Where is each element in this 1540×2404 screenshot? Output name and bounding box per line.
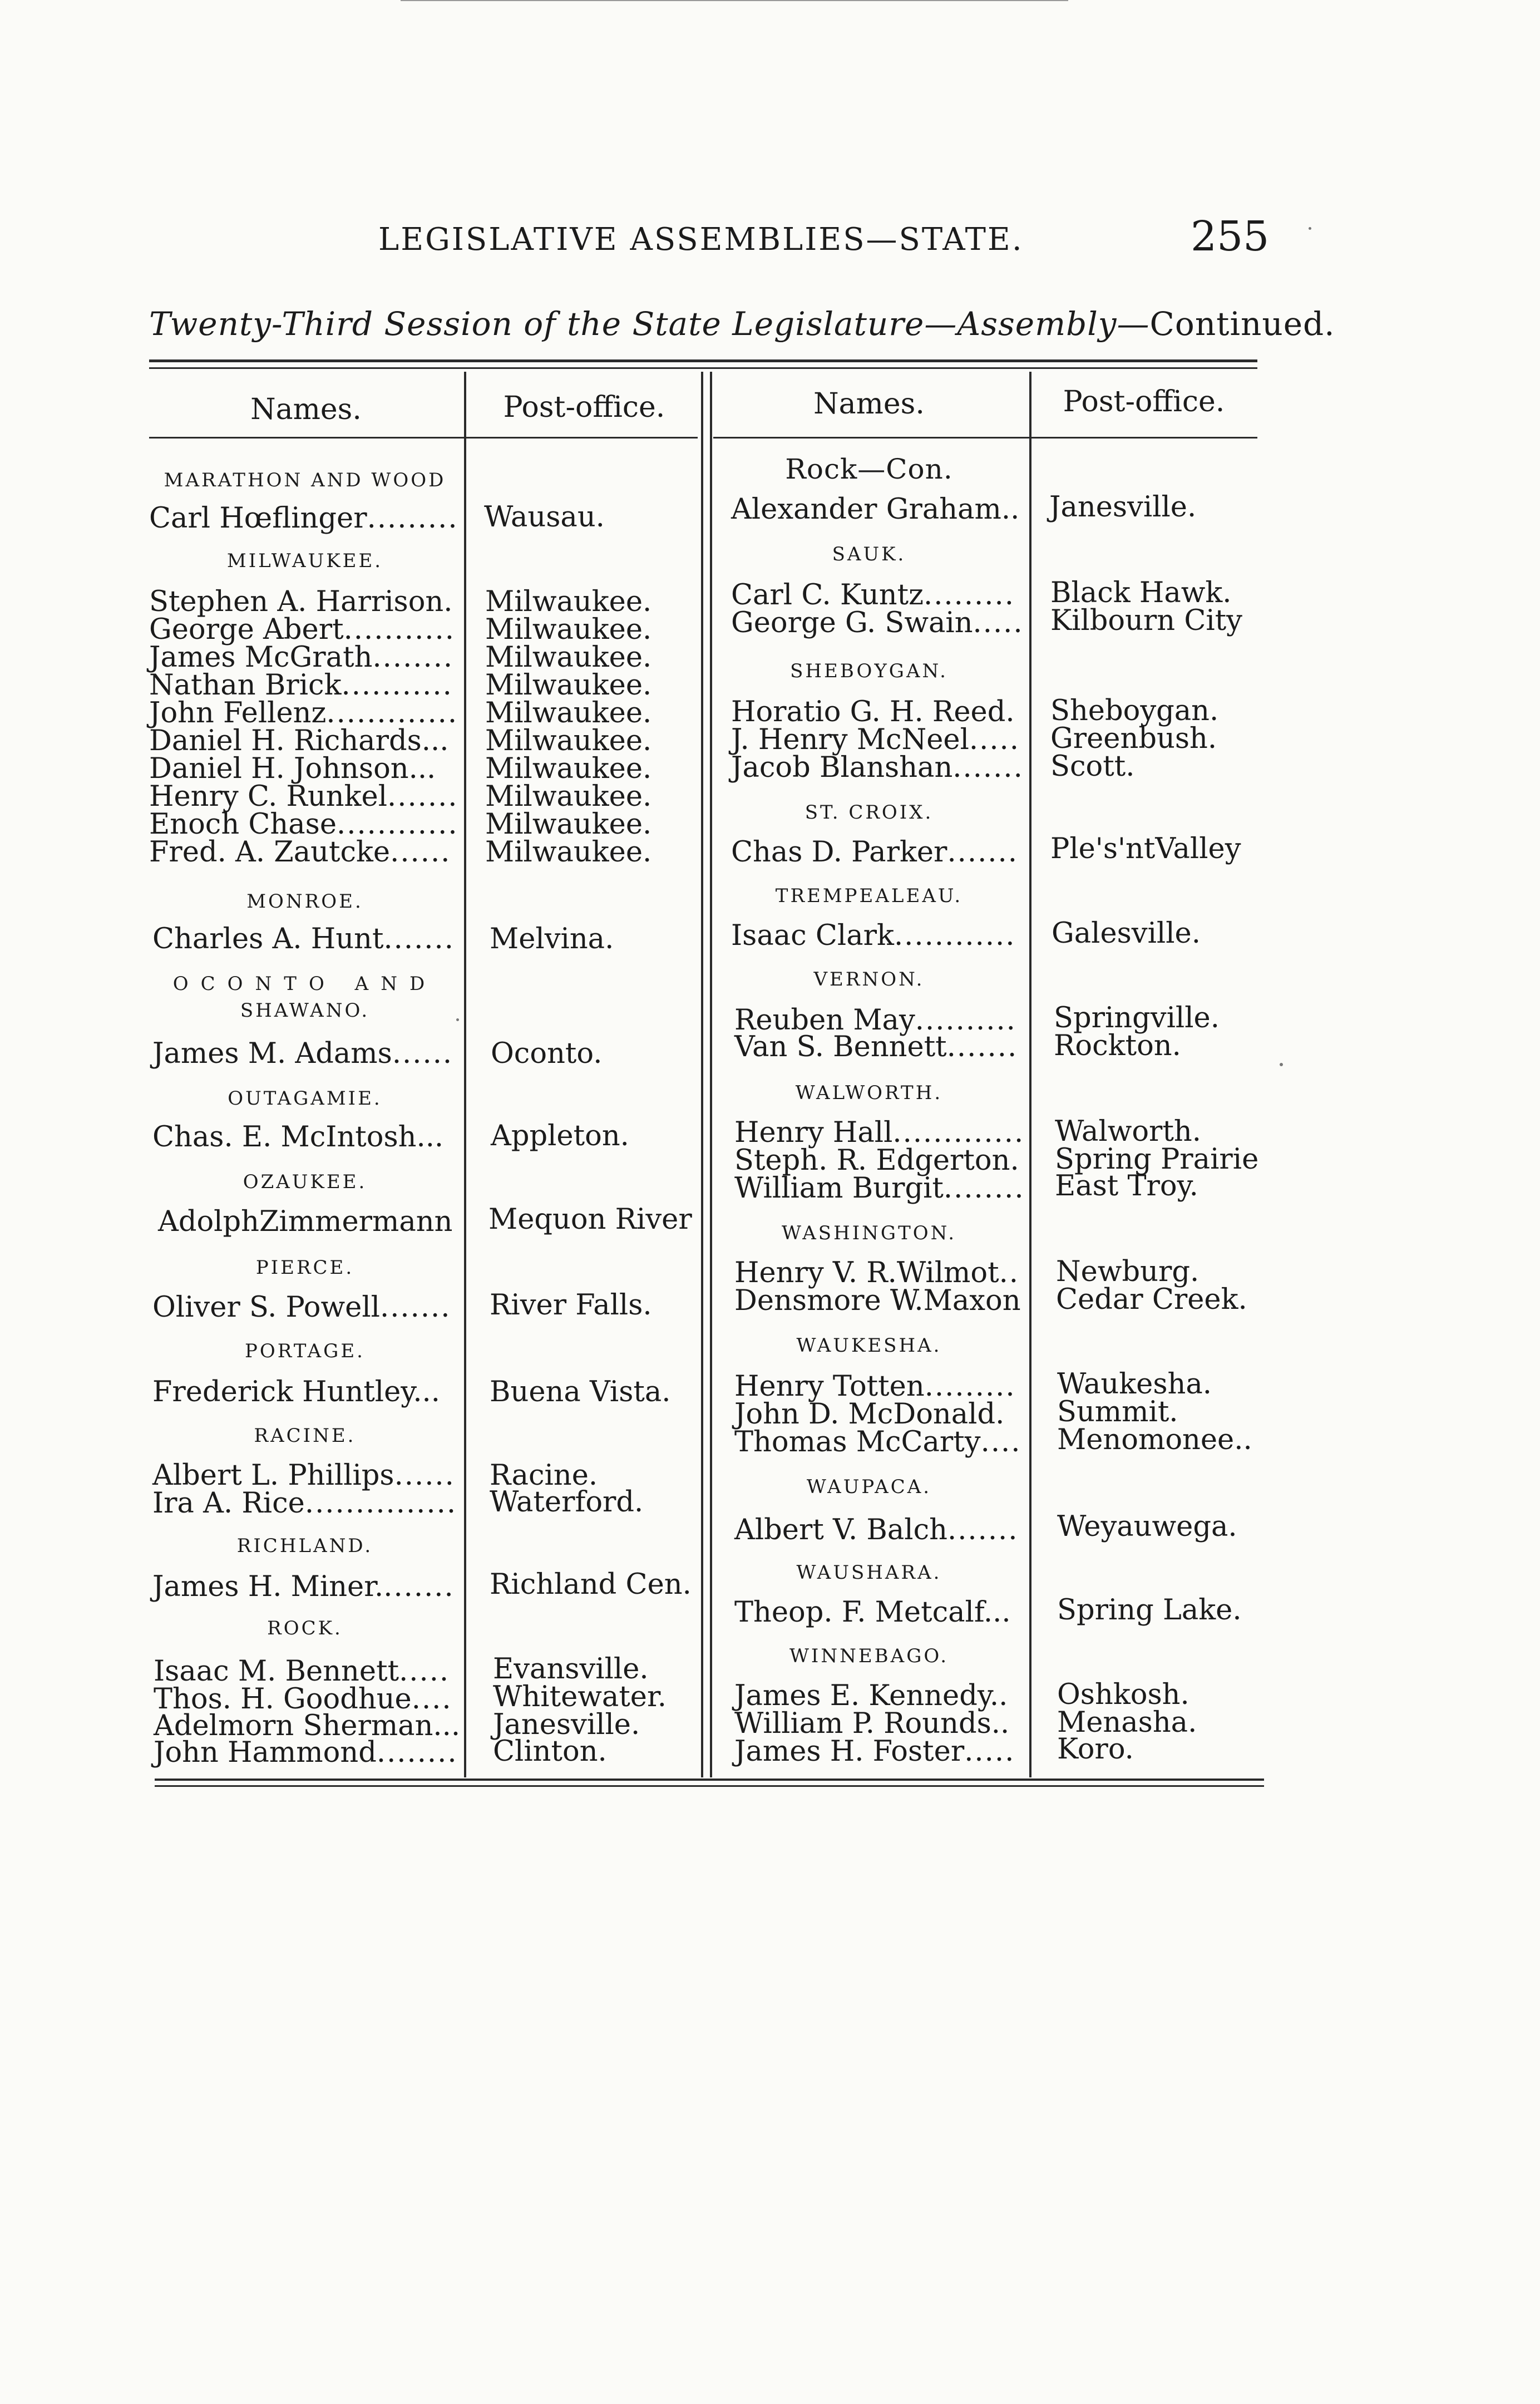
left-row-post-office: Mequon River — [488, 1203, 692, 1236]
dot-leader: .......... — [915, 1004, 1016, 1037]
section-milwaukee: MILWAUKEE. — [226, 550, 383, 572]
right-row-name: Van S. Bennett....... — [734, 1031, 1018, 1063]
column-divider-center-2 — [710, 372, 712, 1777]
dot-leader: ........... — [343, 613, 455, 646]
right-row-name: Henry Hall............. — [734, 1116, 1025, 1149]
right-row-name: John D. McDonald. — [734, 1398, 1005, 1431]
scan-speck — [456, 1018, 459, 1021]
right-row-name: Thomas McCarty.... — [734, 1426, 1021, 1459]
left-row-name: Chas. E. McIntosh... — [152, 1121, 444, 1154]
left-row-name: John Fellenz............. — [149, 697, 458, 730]
right-row-post-office: Spring Lake. — [1057, 1594, 1242, 1627]
section-richland: RICHLAND. — [236, 1535, 373, 1557]
dot-leader: ..... — [973, 607, 1024, 639]
dot-leader: ....... — [379, 1291, 451, 1324]
left-row-post-office: Milwaukee. — [485, 808, 652, 841]
left-row-post-office: Milwaukee. — [485, 585, 652, 618]
section-walworth: WALWORTH. — [795, 1082, 943, 1104]
left-row-name: Albert L. Phillips...... — [152, 1459, 455, 1492]
right-row-post-office: Black Hawk. — [1050, 577, 1232, 609]
right-row-post-office: Menomonee.. — [1057, 1423, 1252, 1456]
dot-leader: ....... — [946, 1031, 1018, 1063]
right-row-post-office: Galesville. — [1052, 917, 1201, 950]
right-row-post-office: Summit. — [1057, 1396, 1178, 1428]
left-row-name: Enoch Chase............ — [149, 808, 458, 841]
left-row-post-office: Milwaukee. — [485, 752, 652, 785]
column-header-post-left: Post-office. — [503, 391, 665, 424]
left-row-post-office: Wausau. — [484, 501, 605, 534]
left-row-name: James M. Adams...... — [152, 1037, 453, 1070]
left-row-name: George Abert........... — [149, 613, 455, 646]
dot-leader: ..... — [399, 1655, 450, 1688]
right-row-post-office: Rockton. — [1054, 1029, 1181, 1062]
section-monroe: MONROE. — [246, 890, 363, 913]
dot-leader: ............. — [892, 1116, 1025, 1149]
right-row-post-office: Menasha. — [1057, 1706, 1197, 1739]
left-row-post-office: Milwaukee. — [485, 613, 652, 646]
header-bottom-rule-left — [149, 437, 698, 439]
right-row-post-office: Koro. — [1057, 1733, 1134, 1766]
right-row-post-office: Waukesha. — [1057, 1368, 1212, 1401]
column-divider-1 — [464, 372, 466, 1777]
right-row-name: Alexander Graham.. — [731, 493, 1020, 526]
left-row-post-office: Milwaukee. — [485, 725, 652, 757]
left-row-post-office: Evansville. — [493, 1653, 649, 1686]
table-top-rule-1 — [149, 359, 1257, 362]
subtitle-upright: Continued. — [1149, 305, 1335, 343]
dot-leader: ....... — [387, 780, 458, 813]
left-row-name: James McGrath........ — [149, 641, 454, 674]
dot-leader: ....... — [383, 1570, 455, 1603]
table-bottom-rule-2 — [155, 1785, 1264, 1787]
dot-leader: ......... — [924, 579, 1015, 612]
left-row-name: Isaac M. Bennett..... — [154, 1655, 450, 1688]
section-st-croix: ST. CROIX. — [804, 801, 934, 824]
left-row-name: Nathan Brick........... — [149, 669, 453, 702]
left-row-name: John Hammond........ — [154, 1736, 458, 1769]
scan-speck — [1280, 1063, 1283, 1066]
column-divider-3 — [1029, 372, 1031, 1777]
right-row-post-office: Kilbourn City — [1050, 604, 1242, 637]
right-row-name: William Burgit........ — [734, 1172, 1025, 1205]
left-row-post-office: Richland Cen. — [490, 1568, 692, 1601]
dot-leader: ..... — [969, 723, 1020, 756]
left-row-post-office: Milwaukee. — [485, 780, 652, 813]
left-row-post-office: Milwaukee. — [485, 641, 652, 674]
right-row-post-office: Weyauwega. — [1057, 1510, 1237, 1543]
right-row-post-office: Scott. — [1050, 750, 1135, 783]
section-waupaca: WAUPACA. — [806, 1476, 932, 1498]
left-row-name: Ira A. Rice............... — [152, 1487, 457, 1520]
column-divider-center-1 — [701, 372, 703, 1777]
section-shawano: SHAWANO. — [240, 999, 370, 1022]
right-row-name: Densmore W.Maxon — [734, 1284, 1021, 1317]
dot-leader: ........ — [376, 1736, 458, 1769]
section-marathon-and-wood: MARATHON AND WOOD — [164, 469, 446, 491]
right-row-post-office: Janesville. — [1049, 491, 1197, 524]
dot-leader: ............ — [894, 919, 1016, 952]
section-washington: WASHINGTON. — [781, 1222, 957, 1244]
section-pierce: PIERCE. — [255, 1257, 354, 1279]
right-row-name: Reuben May.......... — [734, 1004, 1016, 1037]
right-row-name: Horatio G. H. Reed. — [731, 696, 1015, 728]
left-row-name: Daniel H. Richards... — [149, 725, 449, 757]
right-row-post-office: Ple's'ntValley — [1050, 832, 1241, 865]
dot-leader: ............... — [304, 1487, 457, 1520]
table-top-rule-2 — [149, 367, 1257, 369]
right-row-name: James H. Foster..... — [734, 1735, 1015, 1768]
section-winnebago: WINNEBAGO. — [789, 1645, 949, 1667]
dot-leader: .... — [411, 1683, 452, 1716]
left-row-post-office: Melvina. — [490, 923, 614, 955]
left-row-name: Fred. A. Zautcke...... — [149, 836, 451, 869]
dot-leader: ............. — [326, 697, 458, 730]
left-row-post-office: Buena Vista. — [490, 1376, 671, 1408]
right-row-post-office: Greenbush. — [1050, 722, 1217, 755]
right-row-post-office: Springville. — [1054, 1002, 1220, 1034]
right-row-post-office: East Troy. — [1055, 1170, 1198, 1203]
left-row-name: Henry C. Runkel....... — [149, 780, 458, 813]
section-portage: PORTAGE. — [245, 1340, 365, 1362]
right-row-post-office: Cedar Creek. — [1056, 1283, 1247, 1316]
left-row-name: Daniel H. Johnson... — [149, 752, 436, 785]
dot-leader: ......... — [367, 502, 458, 535]
right-row-post-office: Sheboygan. — [1050, 694, 1219, 727]
right-row-name: J. Henry McNeel..... — [731, 723, 1020, 756]
left-row-post-office: Janesville. — [493, 1708, 640, 1741]
dot-leader: ....... — [947, 1514, 1019, 1546]
right-row-name: George G. Swain..... — [731, 607, 1024, 639]
section-trempealeau: TREMPEALEAU. — [775, 885, 963, 907]
left-row-post-office: Milwaukee. — [485, 669, 652, 702]
right-row-name: Jacob Blanshan....... — [731, 751, 1024, 784]
left-row-name: AdolphZimmermann — [158, 1205, 453, 1238]
section-rock: ROCK. — [267, 1617, 343, 1639]
left-row-post-office: Milwaukee. — [485, 697, 652, 730]
section-waukesha: WAUKESHA. — [796, 1334, 942, 1357]
dot-leader: ...... — [390, 836, 451, 869]
right-row-name: Carl C. Kuntz......... — [731, 579, 1015, 612]
subtitle-italic: Twenty-Third Session of the State Legislature—Assembly— — [149, 305, 1150, 343]
section-vernon: VERNON. — [813, 968, 925, 991]
section-ozaukee: OZAUKEE. — [243, 1171, 367, 1193]
running-head: LEGISLATIVE ASSEMBLIES—STATE. — [378, 221, 1024, 258]
right-row-name: Henry Totten......... — [734, 1370, 1016, 1403]
right-row-name: William P. Rounds.. — [734, 1707, 1010, 1740]
dot-leader: ...... — [392, 1037, 453, 1070]
header-bottom-rule-right — [713, 437, 1257, 439]
dot-leader: .... — [980, 1426, 1021, 1459]
left-row-name: Charles A. Hunt....... — [152, 923, 455, 955]
dot-leader: ....... — [947, 836, 1018, 869]
section-rock-continued: Rock—Con. — [785, 453, 953, 485]
right-row-post-office: Newburg. — [1056, 1255, 1200, 1288]
dot-leader: ........ — [943, 1172, 1025, 1205]
dot-leader: ....... — [383, 923, 455, 955]
column-header-post-right: Post-office. — [1063, 385, 1225, 418]
right-row-name: Isaac Clark............ — [731, 919, 1016, 952]
dot-leader: .. — [999, 1257, 1019, 1289]
left-row-post-office: River Falls. — [490, 1289, 652, 1322]
left-row-name: Adelmorn Sherman... — [154, 1710, 461, 1742]
left-row-post-office: Racine. — [490, 1459, 598, 1492]
right-row-post-office: Spring Prairie — [1055, 1143, 1259, 1176]
dot-leader: ......... — [924, 1370, 1016, 1403]
right-row-name: Theop. F. Metcalf... — [734, 1596, 1011, 1629]
right-row-name: James E. Kennedy.. — [734, 1679, 1008, 1712]
dot-leader: ............ — [337, 808, 458, 841]
table-subtitle — [149, 305, 1335, 343]
left-row-name: Carl Hœflinger......... — [149, 502, 458, 535]
page-number: 255 — [1191, 213, 1270, 260]
right-row-post-office: Oshkosh. — [1057, 1678, 1189, 1711]
right-row-name: Albert V. Balch....... — [734, 1514, 1019, 1546]
section-racine: RACINE. — [254, 1425, 356, 1447]
left-row-name: Oliver S. Powell....... — [152, 1291, 451, 1324]
column-header-names-right: Names. — [813, 387, 925, 421]
left-row-post-office: Whitewater. — [493, 1681, 667, 1713]
dot-leader: ........... — [341, 669, 453, 702]
table-bottom-rule-1 — [155, 1779, 1264, 1781]
left-row-post-office: Waterford. — [490, 1486, 644, 1519]
dot-leader: ........ — [372, 641, 454, 674]
section-sheboygan: SHEBOYGAN. — [790, 660, 948, 682]
left-row-name: Frederick Huntley... — [152, 1376, 440, 1408]
left-row-post-office: Oconto. — [491, 1037, 603, 1070]
left-row-post-office: Milwaukee. — [485, 836, 652, 869]
left-row-post-office: Clinton. — [493, 1735, 607, 1768]
left-row-name: Stephen A. Harrison. — [149, 585, 453, 618]
dot-leader: ..... — [964, 1735, 1015, 1768]
section-oconto-and: OCONTO AND — [172, 973, 437, 995]
dot-leader: ....... — [952, 751, 1024, 784]
left-row-post-office: Appleton. — [491, 1120, 629, 1152]
dot-leader: ...... — [394, 1459, 455, 1492]
top-edge-mark — [401, 0, 1068, 1]
right-row-name: Henry V. R.Wilmot.. — [734, 1257, 1019, 1289]
right-row-post-office: Walworth. — [1055, 1115, 1201, 1148]
left-row-name: Thos. H. Goodhue.... — [154, 1683, 452, 1716]
column-header-names-left: Names. — [250, 393, 362, 426]
left-row-name: James H. Miner........ — [152, 1570, 455, 1603]
section-outagamie: OUTAGAMIE. — [228, 1087, 382, 1110]
section-sauk: SAUK. — [832, 543, 906, 565]
section-waushara: WAUSHARA. — [796, 1561, 942, 1584]
right-row-name: Steph. R. Edgerton. — [734, 1144, 1019, 1177]
right-row-name: Chas D. Parker....... — [731, 836, 1018, 869]
scan-speck — [1309, 227, 1311, 230]
